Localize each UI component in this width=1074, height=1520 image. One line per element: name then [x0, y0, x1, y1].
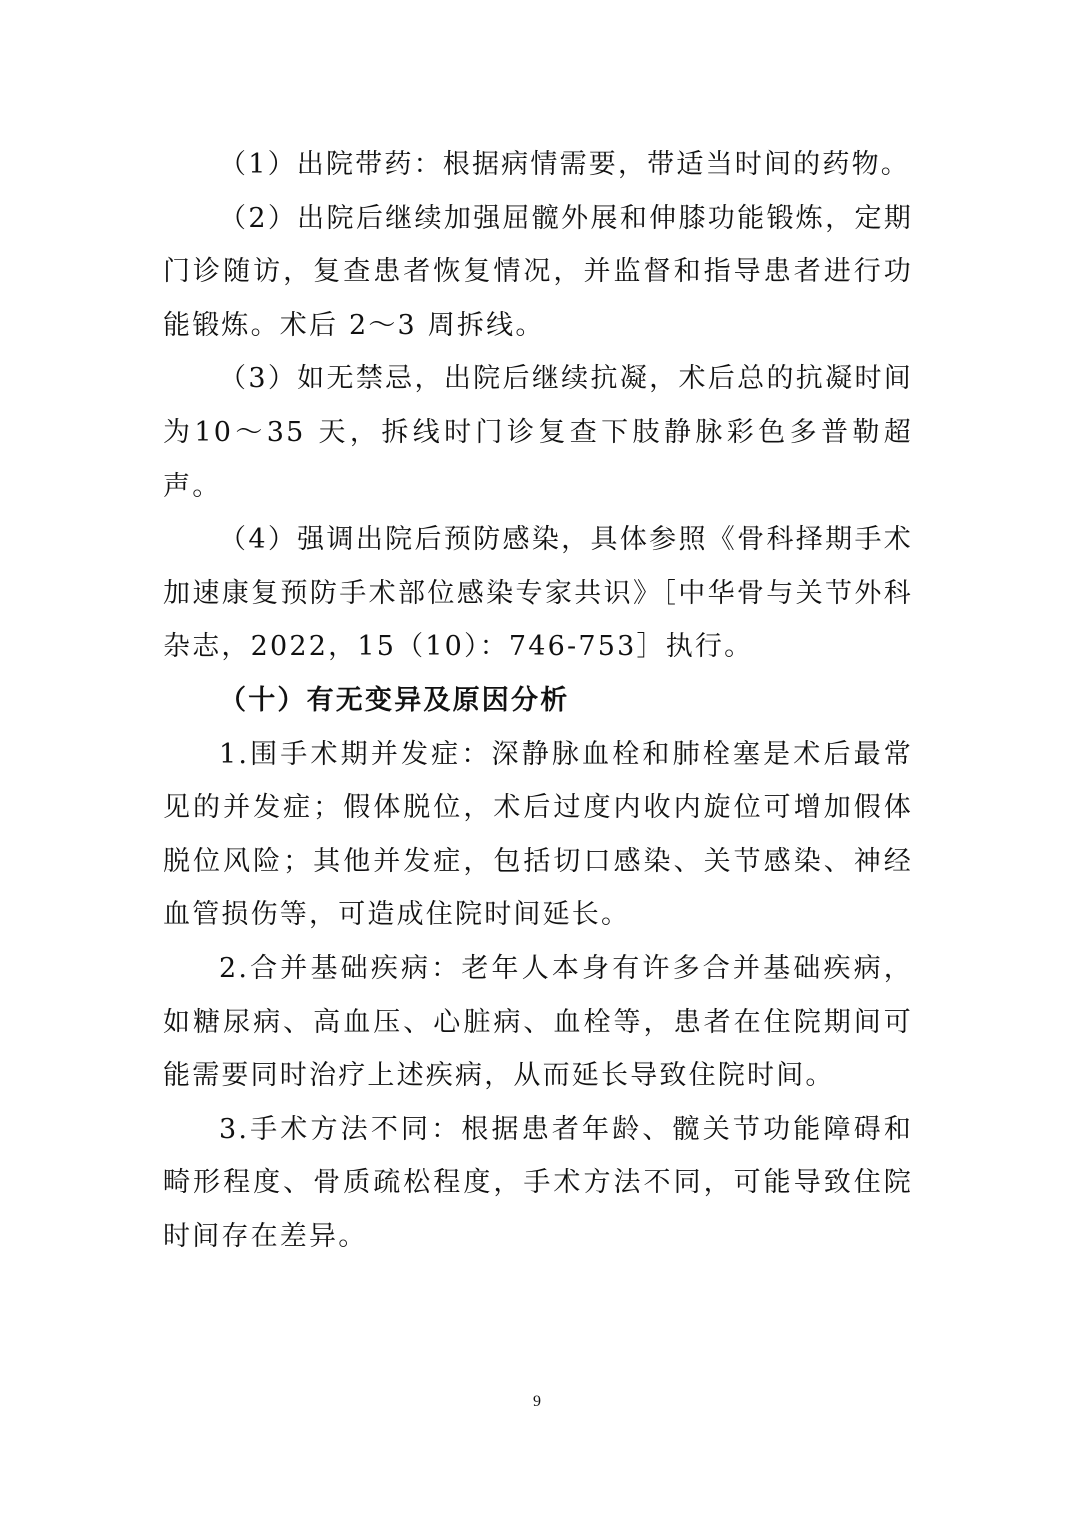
- paragraph-surgical-methods: 3.手术方法不同：根据患者年龄、髋关节功能障碍和畸形程度、骨质疏松程度，手术方法不同，可能导致住院时间存在差异。: [163, 1113, 913, 1252]
- section-heading: （十）有无变异及原因分析: [219, 684, 570, 716]
- paragraph-rehab-followup: （2）出院后继续加强屈髋外展和伸膝功能锻炼，定期门诊随访，复查患者恢复情况，并监督和指导患者进行功能锻炼。术后 2～3 周拆线。: [163, 202, 913, 341]
- paragraph-comorbidities: 2.合并基础疾病：老年人本身有许多合并基础疾病，如糖尿病、高血压、心脏病、血栓等，患者在住院期间可能需要同时治疗上述疾病，从而延长导致住院时间。: [163, 952, 913, 1092]
- page-body: [163, 138, 913, 1263]
- paragraph-infection-prevention: （4）强调出院后预防感染，具体参照《骨科择期手术加速康复预防手术部位感染专家共识》［中华骨与关节外科杂志，2022，15（10）：746-753］执行。: [163, 524, 913, 663]
- paragraph-anticoagulation: （3）如无禁忌，出院后继续抗凝，术后总的抗凝时间为10～35 天，拆线时门诊复查下肢静脉彩色多普勒超声。: [163, 363, 913, 502]
- page-number: 9: [533, 1393, 541, 1410]
- paragraph-discharge-medication: （1）出院带药：根据病情需要，带适当时间的药物。: [219, 149, 910, 180]
- paragraph-complications: 1.围手术期并发症：深静脉血栓和肺栓塞是术后最常见的并发症；假体脱位，术后过度内收内旋位可增加假体脱位风险；其他并发症，包括切口感染、关节感染、神经血管损伤等，可造成住院时间延长。: [163, 738, 913, 931]
